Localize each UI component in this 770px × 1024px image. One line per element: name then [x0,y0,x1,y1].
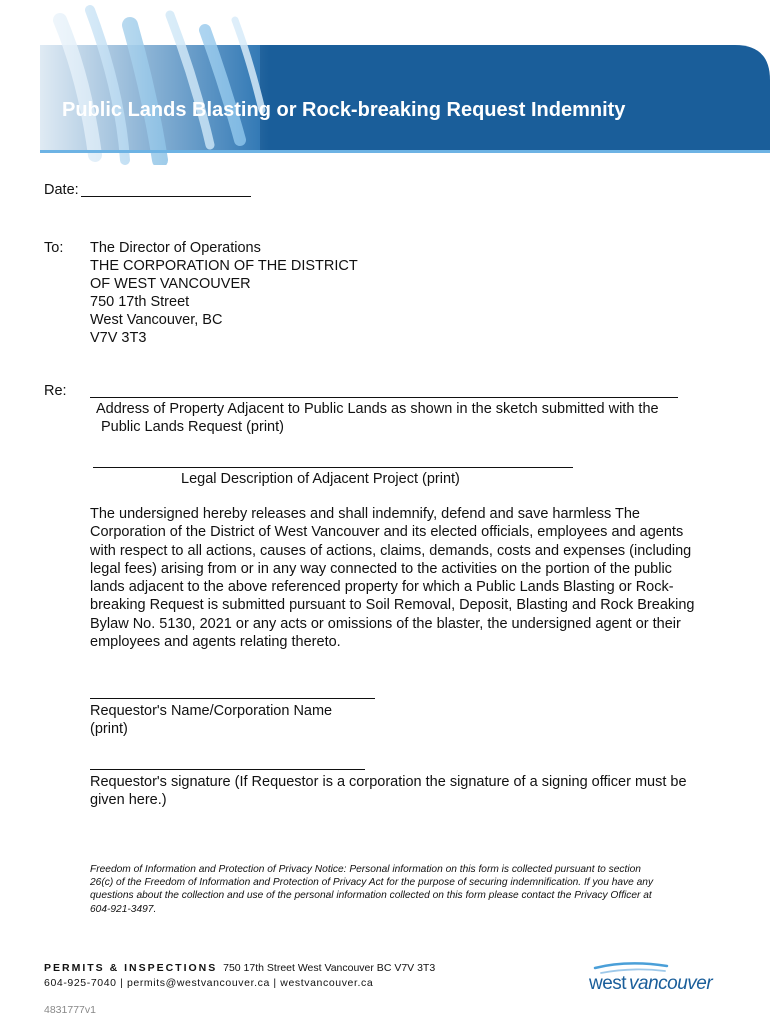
footer-address-line [44,962,435,974]
department-name: PERMITS & INSPECTIONS [44,962,218,974]
paragraph-line: Corporation of the District of West Vancouver and its elected officials, employees and agents [90,524,684,541]
address-field-line[interactable] [90,397,678,398]
page-title: Public Lands Blasting or Rock-breaking Request Indemnity [62,99,626,121]
requestor-signature-field-line[interactable] [90,769,365,770]
legal-description-caption: Legal Description of Adjacent Project (print) [181,471,460,487]
department-address: 750 17th Street West Vancouver BC V7V 3T3 [223,962,436,974]
privacy-line: questions about the collection and use of the personal information collected on this form please contact the Privacy Officer at [90,890,652,902]
paragraph-line: Bylaw No. 5130, 2021 or any acts or omissions of the blaster, the undersigned agent or their [90,615,681,632]
header-banner [0,0,770,165]
privacy-line: 26(c) of the Freedom of Information and Protection of Privacy Act for the purpose of securing indemnification. If you have any [90,877,654,889]
requestor-name-field-line[interactable] [90,698,375,699]
privacy-line: Freedom of Information and Protection of Privacy Notice: Personal information on this form is collected pursuant to section [90,864,641,875]
requestor-name-caption: Requestor's Name/Corporation Name [90,703,333,719]
privacy-line: 604-921-3497. [90,903,157,915]
banner-graphic [0,0,770,165]
paragraph-line: with respect to all actions, causes of actions, claims, demands, costs and expenses (including [90,542,692,559]
to-label: To: [44,240,64,256]
document-id: 4831777v1 [44,1004,96,1016]
requestor-name-caption: (print) [90,721,128,737]
address-caption: Public Lands Request (print) [101,419,284,435]
paragraph-line: legal fees) arising from or in any way connected to the activities on the portion of the public [90,560,672,577]
recipient-line: OF WEST VANCOUVER [90,276,251,292]
date-field-line[interactable] [81,196,251,197]
legal-description-field-line[interactable] [93,467,573,468]
footer-contact: 604-925-7040 | permits@westvancouver.ca | westvancouver.ca [44,977,374,989]
re-label: Re: [44,383,67,399]
paragraph-line: lands adjacent to the above referenced property for which a Public Lands Blasting or Rock- [90,579,674,596]
address-caption: Address of Property Adjacent to Public Lands as shown in the sketch submitted with the [96,401,659,417]
recipient-line: V7V 3T3 [90,330,147,346]
paragraph-line: breaking Request is submitted pursuant to Soil Removal, Deposit, Blasting and Rock Breaking [90,597,695,614]
paragraph-line: employees and agents relating thereto. [90,634,341,651]
requestor-signature-caption: Requestor's signature (If Requestor is a corporation the signature of a signing officer must be [90,774,687,790]
requestor-signature-caption: given here.) [90,792,167,808]
recipient-line: THE CORPORATION OF THE DISTRICT [90,258,358,274]
paragraph-line: The undersigned hereby releases and shall indemnify, defend and save harmless The [90,506,640,522]
logo-word-vancouver: vancouver [629,973,713,994]
privacy-notice [90,863,740,916]
logo-word-west: west [589,973,627,994]
date-label: Date: [44,182,79,198]
west-vancouver-logo [587,962,727,994]
recipient-line: West Vancouver, BC [90,312,223,328]
recipient-line: 750 17th Street [90,294,190,310]
indemnity-paragraph [90,505,730,651]
recipient-line: The Director of Operations [90,240,261,256]
